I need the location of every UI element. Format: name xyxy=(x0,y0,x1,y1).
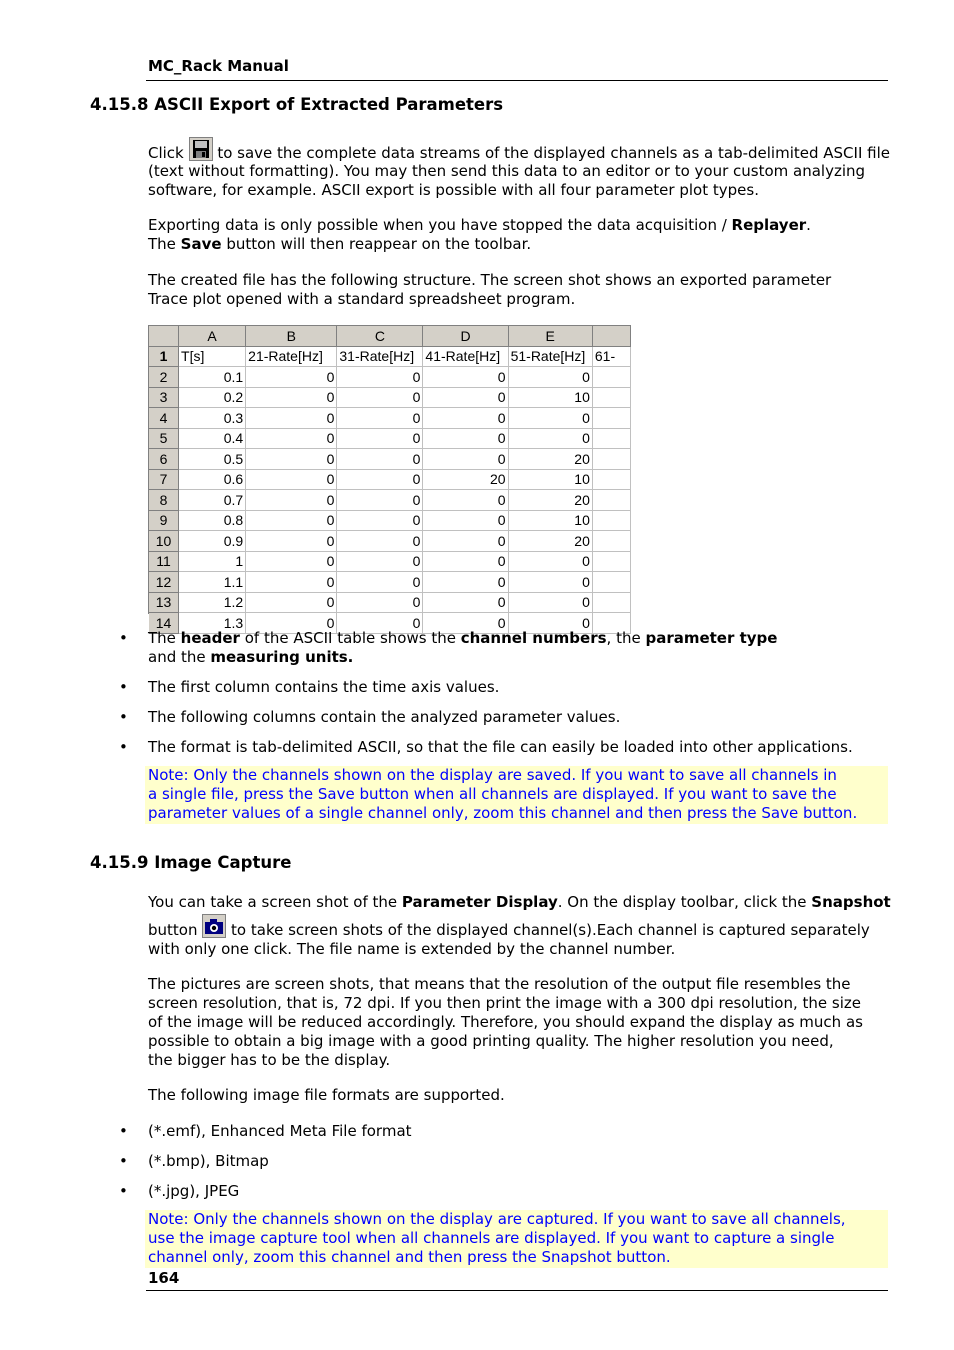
table-row xyxy=(149,469,631,490)
table-cell: 0 xyxy=(423,510,508,531)
note-line: use the image capture tool when all channels are displayed. If you want to capture a single xyxy=(148,1229,835,1247)
table-cell: 0 xyxy=(246,387,337,408)
table-row xyxy=(149,510,631,531)
spreadsheet-screenshot xyxy=(148,325,631,631)
note-line: Note: Only the channels shown on the display are saved. If you want to save all channels in xyxy=(148,766,837,784)
text-run: button xyxy=(148,921,198,939)
table-cell: 0 xyxy=(423,572,508,593)
paragraph-save-reappear xyxy=(148,235,531,254)
row-header: 7 xyxy=(149,469,179,490)
table-cell: T[s] xyxy=(179,346,246,367)
table-row xyxy=(149,428,631,449)
bullet-marker: • xyxy=(119,1122,128,1140)
table-row xyxy=(149,449,631,470)
table-row xyxy=(149,592,631,613)
table-cell xyxy=(592,469,630,490)
table-cell: 0 xyxy=(337,531,423,552)
column-header: E xyxy=(508,326,592,346)
row-header: 8 xyxy=(149,490,179,511)
table-cell xyxy=(592,428,630,449)
header-rule xyxy=(146,80,888,81)
row-header: 2 xyxy=(149,367,179,388)
table-cell: 0.9 xyxy=(179,531,246,552)
text-run: and the xyxy=(148,648,211,666)
table-cell: 0 xyxy=(423,408,508,429)
row-header: 1 xyxy=(149,346,179,367)
table-cell: 0 xyxy=(246,490,337,511)
table-cell: 0 xyxy=(246,572,337,593)
bullet-text: The format is tab-delimited ASCII, so that the file can easily be loaded into other applications. xyxy=(148,738,853,756)
table-cell: 51-Rate[Hz] xyxy=(508,346,592,367)
text-run: The xyxy=(148,629,181,647)
table-cell: 0 xyxy=(337,428,423,449)
table-cell: 20 xyxy=(423,469,508,490)
table-cell: 61- xyxy=(592,346,630,367)
bullet-text: (*.jpg), JPEG xyxy=(148,1182,240,1200)
page-number: 164 xyxy=(148,1269,180,1287)
table-cell: 0 xyxy=(508,428,592,449)
section-heading-image-capture: 4.15.9 Image Capture xyxy=(90,853,292,872)
table-cell: 0.2 xyxy=(179,387,246,408)
table-cell: 0 xyxy=(337,387,423,408)
table-cell: 0 xyxy=(246,367,337,388)
click-word: Click xyxy=(148,144,184,162)
text-run: channel numbers xyxy=(460,629,607,647)
text-run: to take screen shots of the displayed channel(s).Each channel is captured separately xyxy=(231,921,870,939)
bullet-text: (*.bmp), Bitmap xyxy=(148,1152,269,1170)
text-run: The xyxy=(148,235,181,253)
table-cell: 0 xyxy=(337,613,423,634)
table-cell: 0 xyxy=(246,613,337,634)
column-header: C xyxy=(337,326,423,346)
table-cell: 0.3 xyxy=(179,408,246,429)
bullet-text: The following columns contain the analyzed parameter values. xyxy=(148,708,621,726)
table-row xyxy=(149,490,631,511)
row-header: 13 xyxy=(149,592,179,613)
table-cell: 0.8 xyxy=(179,510,246,531)
table-cell: 0 xyxy=(246,592,337,613)
row-header: 9 xyxy=(149,510,179,531)
table-cell xyxy=(592,490,630,511)
paragraph-line: Trace plot opened with a standard spreadsheet program. xyxy=(148,290,576,308)
save-term: Save xyxy=(180,235,222,253)
table-cell: 0 xyxy=(337,408,423,429)
table-cell: 0 xyxy=(508,572,592,593)
table-cell: 0 xyxy=(246,408,337,429)
paragraph-snapshot-line2 xyxy=(148,914,870,943)
table-cell: 0 xyxy=(508,551,592,572)
paragraph-line: The created file has the following structure. The screen shot shows an exported parameter xyxy=(148,271,832,289)
row-header: 14 xyxy=(149,613,179,634)
table-cell: 0 xyxy=(423,592,508,613)
row-header: 12 xyxy=(149,572,179,593)
paragraph-line: The pictures are screen shots, that means that the resolution of the output file resembles the xyxy=(148,975,851,993)
section-heading-ascii-export: 4.15.8 ASCII Export of Extracted Parameters xyxy=(90,95,504,114)
table-cell xyxy=(592,572,630,593)
text-run: You can take a screen shot of the xyxy=(148,893,402,911)
footer-rule xyxy=(146,1290,888,1291)
paragraph-line: with only one click. The file name is extended by the channel number. xyxy=(148,940,676,958)
text-run: , the xyxy=(606,629,646,647)
text-run: Snapshot xyxy=(811,893,891,911)
table-row xyxy=(149,367,631,388)
replayer-term: Replayer xyxy=(731,216,807,234)
bullet-header-text xyxy=(148,629,777,648)
table-cell: 0 xyxy=(337,449,423,470)
paragraph-exporting xyxy=(148,216,811,235)
paragraph-line: the bigger has to be the display. xyxy=(148,1051,391,1069)
table-cell: 10 xyxy=(508,469,592,490)
text-run: . On the display toolbar, click the xyxy=(557,893,812,911)
table-cell: 0.1 xyxy=(179,367,246,388)
bullet-marker: • xyxy=(119,1152,128,1170)
table-cell xyxy=(592,367,630,388)
bullet-header-text-line2 xyxy=(148,648,353,667)
bullet-marker: • xyxy=(119,708,128,726)
table-cell xyxy=(592,592,630,613)
column-header: A xyxy=(179,326,246,346)
table-cell: 20 xyxy=(508,449,592,470)
table-row xyxy=(149,387,631,408)
bullet-marker: • xyxy=(119,1182,128,1200)
bullet-marker: • xyxy=(119,678,128,696)
text-run: button will then reappear on the toolbar. xyxy=(221,235,532,253)
row-header: 4 xyxy=(149,408,179,429)
paragraph-snapshot xyxy=(148,893,891,912)
row-header: 6 xyxy=(149,449,179,470)
table-cell: 0 xyxy=(337,572,423,593)
table-cell: 0 xyxy=(246,510,337,531)
table-row xyxy=(149,551,631,572)
table-cell: 0 xyxy=(246,469,337,490)
table-cell: 0.4 xyxy=(179,428,246,449)
bullet-marker: • xyxy=(119,738,128,756)
table-cell: 31-Rate[Hz] xyxy=(337,346,423,367)
table-cell: 0 xyxy=(423,428,508,449)
table-cell: 0 xyxy=(246,531,337,552)
table-cell: 0 xyxy=(337,367,423,388)
table-row xyxy=(149,408,631,429)
table-cell: 0 xyxy=(508,408,592,429)
bullet-text: The first column contains the time axis values. xyxy=(148,678,500,696)
spreadsheet-table xyxy=(149,326,631,634)
row-header: 3 xyxy=(149,387,179,408)
column-header xyxy=(592,326,630,346)
paragraph-line: possible to obtain a big image with a good printing quality. The higher resolution you need, xyxy=(148,1032,834,1050)
table-cell: 21-Rate[Hz] xyxy=(246,346,337,367)
text-run: of the ASCII table shows the xyxy=(239,629,461,647)
table-cell: 0 xyxy=(423,367,508,388)
table-cell: 0 xyxy=(337,469,423,490)
table-row xyxy=(149,572,631,593)
table-cell: 1.2 xyxy=(179,592,246,613)
table-cell: 0.7 xyxy=(179,490,246,511)
table-cell xyxy=(592,551,630,572)
table-cell: 20 xyxy=(508,490,592,511)
table-cell: 0 xyxy=(337,510,423,531)
table-cell: 0 xyxy=(423,551,508,572)
table-cell: 1.3 xyxy=(179,613,246,634)
bullet-marker: • xyxy=(119,629,128,647)
paragraph-line: (text without formatting). You may then send this data to an editor or to your custom analyzing xyxy=(148,162,866,180)
table-cell: 0 xyxy=(337,592,423,613)
table-cell: 0 xyxy=(337,551,423,572)
table-cell: 0 xyxy=(246,449,337,470)
table-cell: 0 xyxy=(423,387,508,408)
table-cell: 20 xyxy=(508,531,592,552)
table-cell xyxy=(592,449,630,470)
table-cell: 0 xyxy=(337,490,423,511)
table-cell: 0 xyxy=(423,531,508,552)
table-cell: 0 xyxy=(423,449,508,470)
table-cell xyxy=(592,387,630,408)
paragraph-line: software, for example. ASCII export is possible with all four parameter plot types. xyxy=(148,181,759,199)
note-line: a single file, press the Save button when all channels are displayed. If you want to save the xyxy=(148,785,837,803)
column-header: D xyxy=(423,326,508,346)
table-row xyxy=(149,531,631,552)
table-cell: 0 xyxy=(423,490,508,511)
note-box-save xyxy=(145,766,888,824)
column-header: B xyxy=(246,326,337,346)
table-cell xyxy=(592,531,630,552)
row-header: 11 xyxy=(149,551,179,572)
table-cell: 1 xyxy=(179,551,246,572)
text-run: parameter type xyxy=(645,629,778,647)
row-header: 5 xyxy=(149,428,179,449)
table-cell: 0.5 xyxy=(179,449,246,470)
corner-cell xyxy=(149,326,179,346)
table-cell: 0 xyxy=(246,428,337,449)
table-cell xyxy=(592,408,630,429)
note-box-capture xyxy=(145,1210,888,1268)
text-run: measuring units. xyxy=(210,648,354,666)
row-header: 10 xyxy=(149,531,179,552)
paragraph-formats: The following image file formats are supported. xyxy=(148,1086,505,1104)
table-cell: 0 xyxy=(423,613,508,634)
table-cell: 10 xyxy=(508,510,592,531)
column-header-row xyxy=(149,326,631,346)
note-line: Note: Only the channels shown on the display are captured. If you want to save all channels, xyxy=(148,1210,846,1228)
note-line: parameter values of a single channel only, zoom this channel and then press the Save button. xyxy=(148,804,858,822)
text-run: header xyxy=(180,629,240,647)
table-row xyxy=(149,346,631,367)
camera-icon xyxy=(202,914,226,943)
running-header: MC_Rack Manual xyxy=(148,57,289,75)
note-line: channel only, zoom this channel and then press the Snapshot button. xyxy=(148,1248,671,1266)
table-cell: 1.1 xyxy=(179,572,246,593)
paragraph-line: of the image will be reduced accordingly. Therefore, you should expand the display as much as xyxy=(148,1013,863,1031)
table-cell: 0.6 xyxy=(179,469,246,490)
paragraph-line: to save the complete data streams of the displayed channels as a tab-delimited ASCII file xyxy=(217,144,890,162)
table-cell: 0 xyxy=(508,592,592,613)
table-cell: 41-Rate[Hz] xyxy=(423,346,508,367)
text-run: Parameter Display xyxy=(401,893,558,911)
table-cell xyxy=(592,510,630,531)
table-cell: 10 xyxy=(508,387,592,408)
text-run: . xyxy=(806,216,811,234)
paragraph-line: screen resolution, that is, 72 dpi. If you then print the image with a 300 dpi resolution, the size xyxy=(148,994,861,1012)
table-cell: 0 xyxy=(246,551,337,572)
text-run: Exporting data is only possible when you have stopped the data acquisition / xyxy=(148,216,732,234)
table-cell: 0 xyxy=(508,367,592,388)
bullet-text: (*.emf), Enhanced Meta File format xyxy=(148,1122,412,1140)
table-cell: 0 xyxy=(508,613,592,634)
